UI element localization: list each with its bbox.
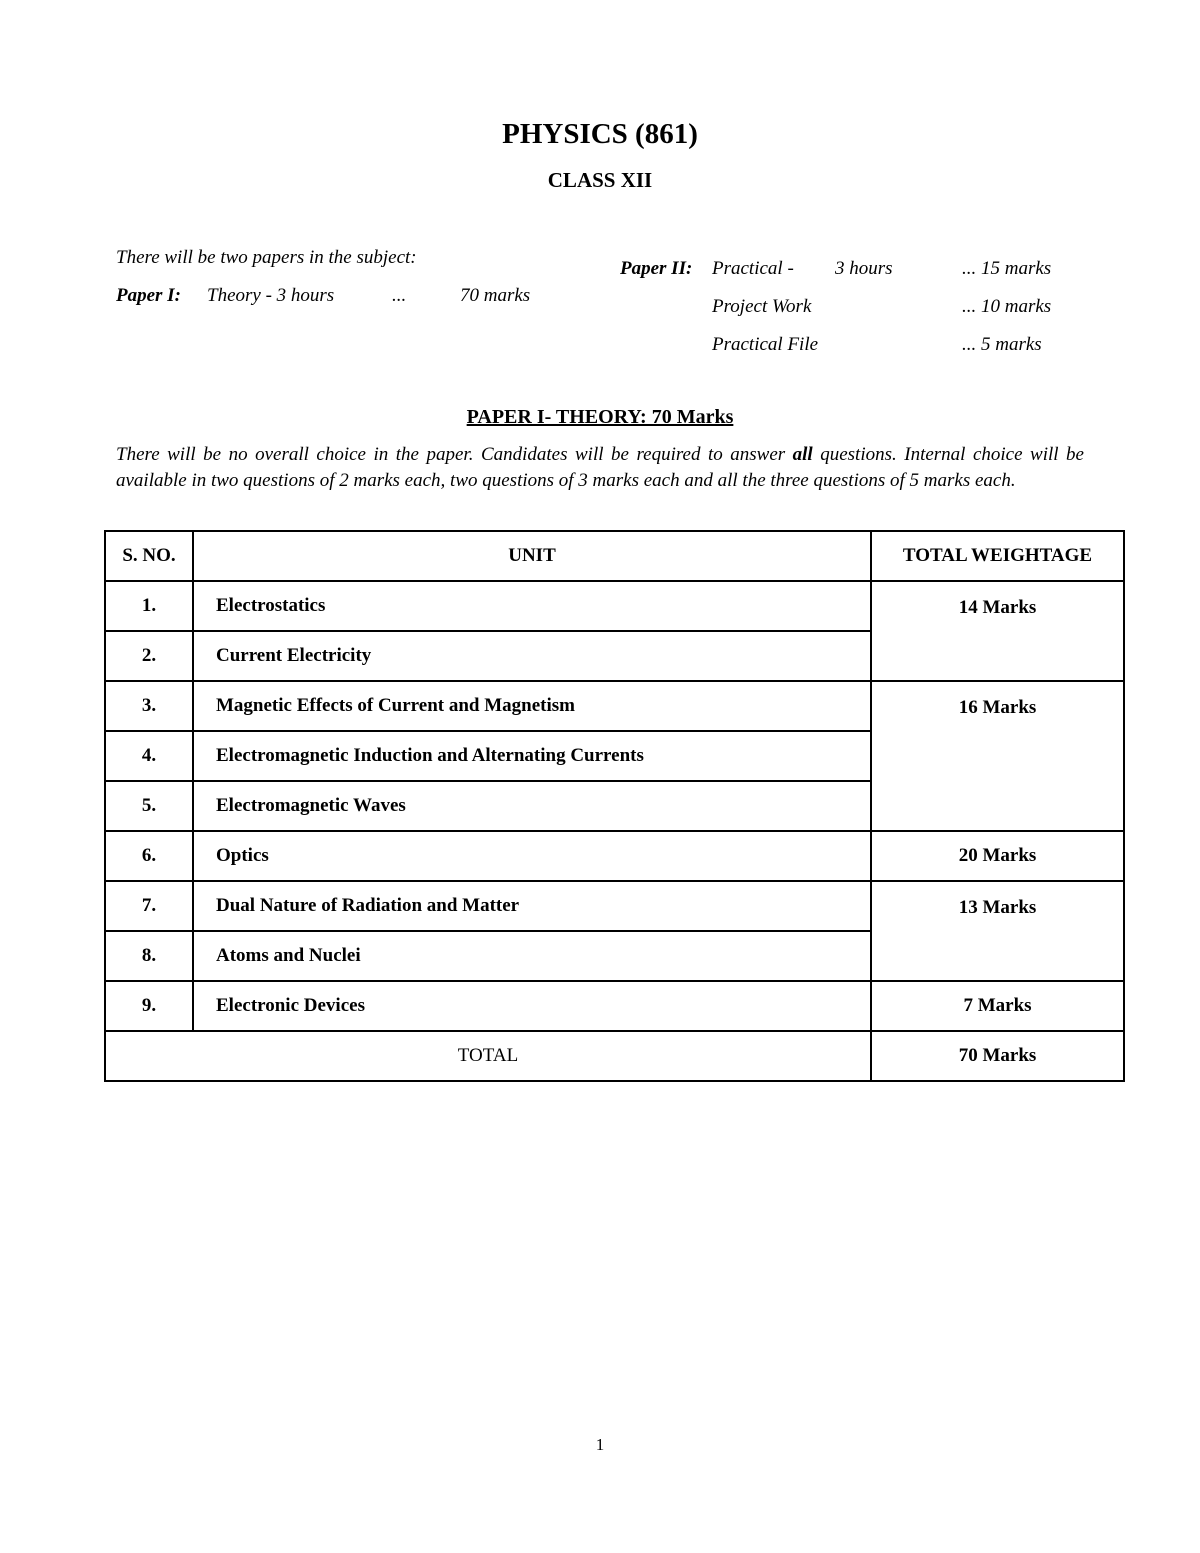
note-text-2: questions. Internal choice will be available in two questions of 2 marks each, two questions of 3 marks each and all the three questions of 5 marks each.: [116, 444, 1084, 491]
paper2-practical: Practical -: [712, 258, 794, 279]
paper2-project-marks: ... 10 marks: [962, 296, 1052, 317]
row-unit: Electronic Devices: [193, 981, 871, 1031]
note-text-1: There will be no overall choice in the paper. Candidates will be required to answer: [116, 444, 793, 465]
row-weightage: 16 Marks: [871, 681, 1124, 831]
paper2-label: Paper II:: [620, 258, 693, 279]
table-header-row: [105, 531, 1124, 581]
row-sno: 6.: [105, 831, 193, 881]
page-number: 1: [595, 1435, 605, 1454]
table-row: [105, 581, 1124, 631]
row-sno: 4.: [105, 731, 193, 781]
table-row: [105, 831, 1124, 881]
paper1-label: Paper I:: [116, 285, 181, 306]
row-unit: Dual Nature of Radiation and Matter: [193, 881, 871, 931]
total-label: TOTAL: [105, 1031, 871, 1081]
page-title: PHYSICS (861): [502, 118, 698, 150]
row-unit: Current Electricity: [193, 631, 871, 681]
header-unit: UNIT: [193, 531, 871, 581]
row-sno: 9.: [105, 981, 193, 1031]
table-total-row: [105, 1031, 1124, 1081]
row-sno: 5.: [105, 781, 193, 831]
header-sno: S. NO.: [105, 531, 193, 581]
row-sno: 1.: [105, 581, 193, 631]
intro-text: There will be two papers in the subject:: [116, 247, 417, 268]
row-sno: 2.: [105, 631, 193, 681]
row-unit: Electromagnetic Induction and Alternating Currents: [193, 731, 871, 781]
row-sno: 7.: [105, 881, 193, 931]
paper1-dots: ...: [392, 285, 407, 306]
row-unit: Electrostatics: [193, 581, 871, 631]
paper1-name: Theory - 3 hours: [207, 285, 335, 306]
paper2-practical-marks: ... 15 marks: [962, 258, 1052, 279]
row-unit: Magnetic Effects of Current and Magnetism: [193, 681, 871, 731]
table-row: [105, 881, 1124, 931]
row-weightage: 14 Marks: [871, 581, 1124, 681]
units-weightage-table: [104, 530, 1125, 1082]
instructions-note: [116, 442, 1084, 494]
paper2-practical-file: Practical File: [712, 334, 819, 355]
row-weightage: 13 Marks: [871, 881, 1124, 981]
table-row: [105, 981, 1124, 1031]
section-heading: PAPER I- THEORY: 70 Marks: [466, 406, 734, 428]
row-unit: Atoms and Nuclei: [193, 931, 871, 981]
total-value: 70 Marks: [871, 1031, 1124, 1081]
class-subtitle: CLASS XII: [547, 168, 653, 192]
paper1-marks: 70 marks: [460, 285, 531, 306]
paper2-file-marks: ... 5 marks: [962, 334, 1042, 355]
paper2-practical-duration: 3 hours: [835, 258, 893, 279]
row-unit: Electromagnetic Waves: [193, 781, 871, 831]
row-weightage: 20 Marks: [871, 831, 1124, 881]
row-sno: 3.: [105, 681, 193, 731]
paper2-project-work: Project Work: [712, 296, 812, 317]
header-weightage: TOTAL WEIGHTAGE: [871, 531, 1124, 581]
row-sno: 8.: [105, 931, 193, 981]
note-bold-all: all: [792, 444, 813, 465]
row-unit: Optics: [193, 831, 871, 881]
table-row: [105, 681, 1124, 731]
row-weightage: 7 Marks: [871, 981, 1124, 1031]
